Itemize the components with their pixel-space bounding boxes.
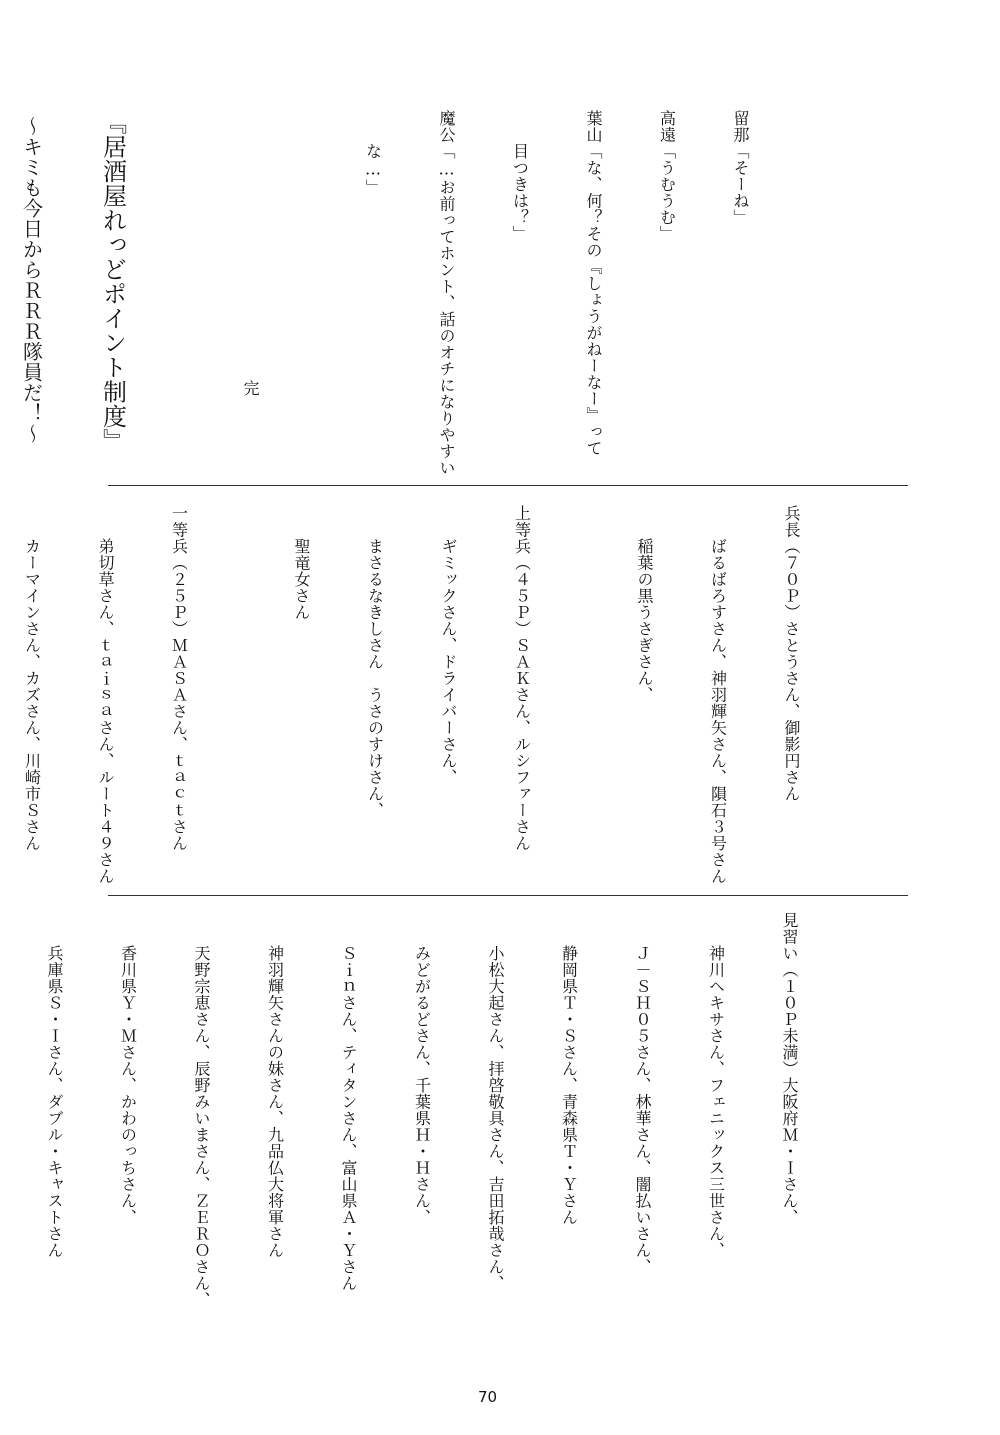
member-line: 静岡県Ｔ・Ｓさん、青森県Ｔ・Ｙさん: [559, 912, 579, 1226]
member-line: 兵長（７０Ｐ）さとうさん、御影円さん: [782, 505, 801, 802]
bottom-section: [0, 912, 850, 1308]
member-line: 見習い（１０Ｐ未満）大阪府Ｍ・Ｉさん、: [780, 912, 799, 1226]
member-line: 香川県Ｙ・Ｍさん、かわのっちさん、: [118, 912, 138, 1226]
dialogue-block: [311, 110, 801, 476]
member-line: 神羽輝矢さんの妹さん、九品仏大将軍さん: [265, 912, 285, 1259]
member-line: 天野宗恵さん、辰野みいまさん、ＺＥＲＯさん、: [192, 912, 211, 1308]
section-title: 『居酒屋れっどポイント制度』: [98, 110, 127, 453]
dialogue-line: 留那「そーね」: [731, 110, 750, 226]
member-line: 兵庫県Ｓ・Ｉさん、ダブル・キャストさん: [45, 912, 64, 1259]
section-subtitle: ～キミも今日からＲＲＲ隊員だ！～: [19, 116, 44, 444]
dialogue-line: 魔公「…お前ってホント、話のオチになりやすい: [437, 110, 456, 476]
middle-section: [0, 505, 852, 885]
page-number: 70: [478, 1388, 498, 1406]
member-line: Ｊ－ＳＨ０５さん、林華さん、闇払いさん、: [633, 912, 652, 1275]
dialogue-line: 目つきは？」: [510, 110, 530, 242]
member-line: カーマインさん、カズさん、川崎市Ｓさん: [22, 505, 42, 852]
divider-bottom: [108, 895, 908, 896]
member-line: ギミックさん、ドライバーさん、: [439, 505, 458, 786]
member-line: 聖竜女さん: [292, 505, 311, 621]
member-line: ばるばろすさん、神羽輝矢さん、隕石３号さん: [708, 505, 728, 885]
member-line: 上等兵（４５Ｐ）ＳＡＫさん、ルシファーさん: [512, 505, 532, 852]
end-mark: 完: [241, 380, 260, 397]
divider-top: [108, 485, 908, 486]
member-line: 小松大起さん、拝啓敬具さん、吉田拓哉さん、: [486, 912, 505, 1292]
member-line: みどがるどさん、千葉県Ｈ・Ｈさん、: [412, 912, 432, 1226]
dialogue-line: 葉山「な、何？その『しょうがねーなー』って: [584, 110, 603, 457]
top-section: [0, 110, 850, 476]
member-line: まさるなきしさん うさのすけさん、: [365, 505, 385, 819]
member-line: 稲葉の黒うさぎさん、: [635, 505, 654, 703]
member-line: Ｓｉｎさん、ティタンさん、富山県Ａ・Ｙさん: [339, 912, 358, 1292]
member-line: 一等兵（２５Ｐ）ＭＡＳＡさん、ｔａｃｔさん: [169, 505, 189, 852]
member-line: 神川ヘキサさん、フェニックス三世さん、: [706, 912, 726, 1259]
member-line: 弟切草さん、ｔａｉｓａさん、ルート４９さん: [96, 505, 115, 885]
dialogue-line: 高遠「うむうむ」: [657, 110, 677, 242]
dialogue-line: な…」: [363, 110, 383, 196]
